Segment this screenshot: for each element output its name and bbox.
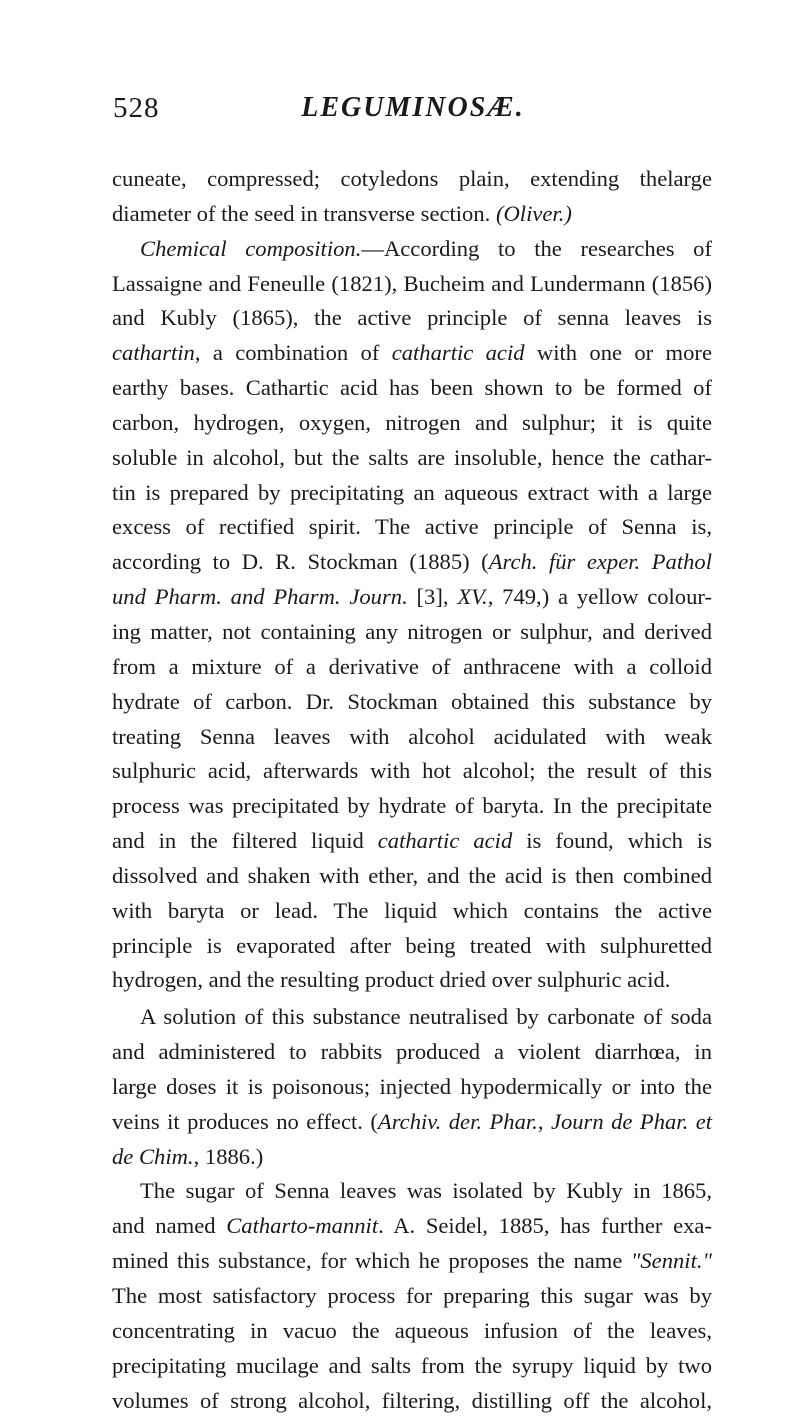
text-line: de Chim., 1886.): [112, 1143, 264, 1169]
text-line: veins it produces no effect. (Archiv. der. Phar., Journ de Phar. et: [112, 1108, 713, 1134]
text-line: A solution of this substance neutralised by carbonate of soda: [140, 1004, 712, 1030]
text-line: and administered to rabbits produced a violent diarrhœa, in: [112, 1039, 712, 1065]
page-number: 528: [113, 92, 160, 124]
text-line: cuneate, compressed; cotyledons plain, extending thelarge: [112, 166, 712, 191]
text-line: The most satisfactory process for preparing this sugar was by: [112, 1283, 712, 1308]
text-line: cathartin, a combination of cathartic acid with one or more: [112, 340, 712, 366]
text-line: sulphuric acid, afterwards with hot alcohol; the result of this: [112, 758, 712, 784]
text-line: diameter of the seed in transverse section. (Oliver.): [112, 200, 572, 226]
text-line: earthy bases. Cathartic acid has been shown to be formed of: [112, 375, 712, 401]
paragraph-toxicity-body: [112, 1035, 712, 1174]
text-line: Chemical composition.—According to the researches of: [140, 235, 713, 261]
text-line: process was precipitated by hydrate of baryta. In the precipitate: [112, 793, 712, 819]
text-line: and Kubly (1865), the active principle of senna leaves is: [112, 305, 712, 331]
text-line: ing matter, not containing any nitrogen or sulphur, and derived: [112, 618, 712, 644]
text-line: and named Catharto-mannit. A. Seidel, 1885, has further exa-: [112, 1213, 712, 1239]
text-line: carbon, hydrogen, oxygen, nitrogen and sulphur; it is quite: [112, 409, 712, 435]
paragraph-chemical-composition-body: [112, 267, 712, 999]
text-line: treating Senna leaves with alcohol acidulated with weak: [112, 723, 712, 749]
running-head: LEGUMINOSÆ.: [301, 92, 525, 123]
text-line: volumes of strong alcohol, filtering, distilling off the alcohol,: [112, 1387, 712, 1413]
text-line: soluble in alcohol, but the salts are insoluble, hence the cathar-: [112, 444, 712, 470]
text-line: Lassaigne and Feneulle (1821), Bucheim and Lundermann (1856): [112, 270, 712, 296]
paragraph-chemical-composition: [112, 232, 712, 267]
text-line: tin is prepared by precipitating an aqueous extract with a large: [112, 479, 712, 505]
text-line: hydrate of carbon. Dr. Stockman obtained this substance by: [112, 688, 712, 714]
text-line: large doses it is poisonous; injected hypodermically or into the: [112, 1073, 712, 1099]
text-line: und Pharm. and Pharm. Journ. [3], XV., 749,) a yellow colour-: [112, 584, 712, 610]
text-line: mined this substance, for which he proposes the name "Sennit.": [112, 1248, 712, 1274]
text-line: and in the filtered liquid cathartic acid is found, which is: [112, 828, 712, 854]
text-line: with baryta or lead. The liquid which contains the active: [112, 897, 712, 923]
text-line: dissolved and shaken with ether, and the acid is then combined: [112, 862, 712, 888]
page-header: [113, 92, 713, 132]
body-text: [112, 162, 712, 1418]
paragraph-seed-description: [112, 162, 712, 232]
text-line: principle is evaporated after being treated with sulphuretted: [112, 932, 712, 958]
text-line: according to D. R. Stockman (1885) (Arch. für exper. Pathol: [112, 549, 712, 575]
paragraph-sugar: [112, 1174, 712, 1209]
text-line: excess of rectified spirit. The active principle of Senna is,: [112, 514, 712, 540]
text-line: The sugar of Senna leaves was isolated by Kubly in 1865,: [140, 1178, 712, 1204]
text-line: from a mixture of a derivative of anthracene with a colloid: [112, 653, 712, 679]
paragraph-toxicity: [112, 1000, 712, 1035]
text-line: precipitating mucilage and salts from the syrupy liquid by two: [112, 1352, 712, 1378]
text-line: concentrating in vacuo the aqueous infusion of the leaves,: [112, 1317, 712, 1343]
text-line: hydrogen, and the resulting product dried over sulphuric acid.: [112, 967, 671, 993]
